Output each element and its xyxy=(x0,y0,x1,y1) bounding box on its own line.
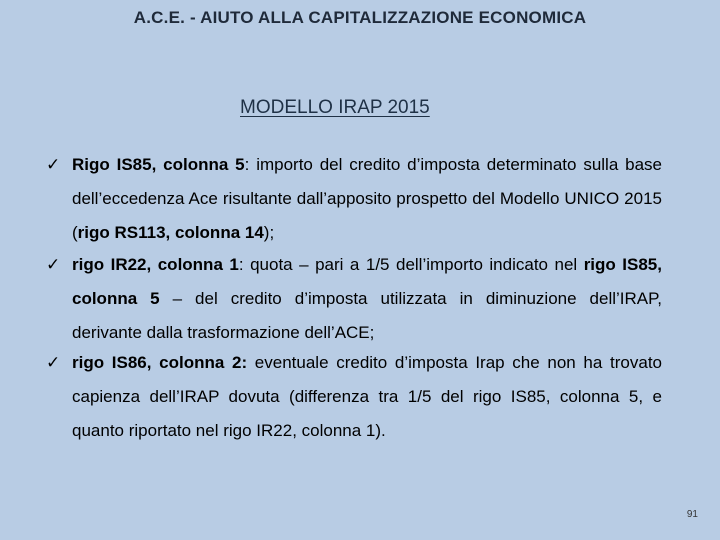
slide-header: A.C.E. - AIUTO ALLA CAPITALIZZAZIONE ECONOMICA xyxy=(133,8,587,27)
slide-title: MODELLO IRAP 2015 xyxy=(240,97,430,118)
bullet-item-2 xyxy=(46,248,662,346)
bullet-2-bold-1: rigo IR22, colonna 1 xyxy=(72,255,239,274)
bullet-text-3 xyxy=(72,353,662,440)
bullet-3-text-2: eventuale credito d’imposta Irap che non ha trovato capienza dell’IRAP dovuta (differenza tra 1/5 del rigo IS85, colonna 5, e quanto riportato nel rigo IR22, colonna 1). xyxy=(72,353,662,440)
page-number: 91 xyxy=(686,509,698,520)
bullet-3-bold-1: rigo IS86, colonna 2: xyxy=(72,353,248,372)
checkmark-icon: ✓ xyxy=(46,255,61,274)
bullet-1-text-2: : importo del credito d’imposta determinato sulla base dell’eccedenza Ace risultante dall’apposito prospetto del Modello UNICO 2015 ( xyxy=(72,155,662,242)
bullet-item-1 xyxy=(46,148,662,248)
bullet-2-text-4: – del credito d’imposta utilizzata in diminuzione dell’IRAP, derivante dalla trasformazione dell’ACE; xyxy=(72,289,662,342)
bullet-text-2 xyxy=(72,255,662,342)
bullet-2-bold-3: rigo IS85, colonna 5 xyxy=(72,255,662,308)
bullet-1-bold-1: Rigo IS85, colonna 5 xyxy=(72,155,245,174)
bullet-item-3 xyxy=(46,346,662,448)
bullet-text-1 xyxy=(72,155,662,242)
checkmark-icon: ✓ xyxy=(46,353,61,372)
bullet-1-bold-3: rigo RS113, colonna 14 xyxy=(77,223,264,242)
bullet-1-text-4: ); xyxy=(263,223,275,242)
checkmark-icon: ✓ xyxy=(46,155,61,174)
bullet-2-text-2: : quota – pari a 1/5 dell’importo indicato nel xyxy=(238,255,584,274)
bullet-list xyxy=(46,148,662,448)
